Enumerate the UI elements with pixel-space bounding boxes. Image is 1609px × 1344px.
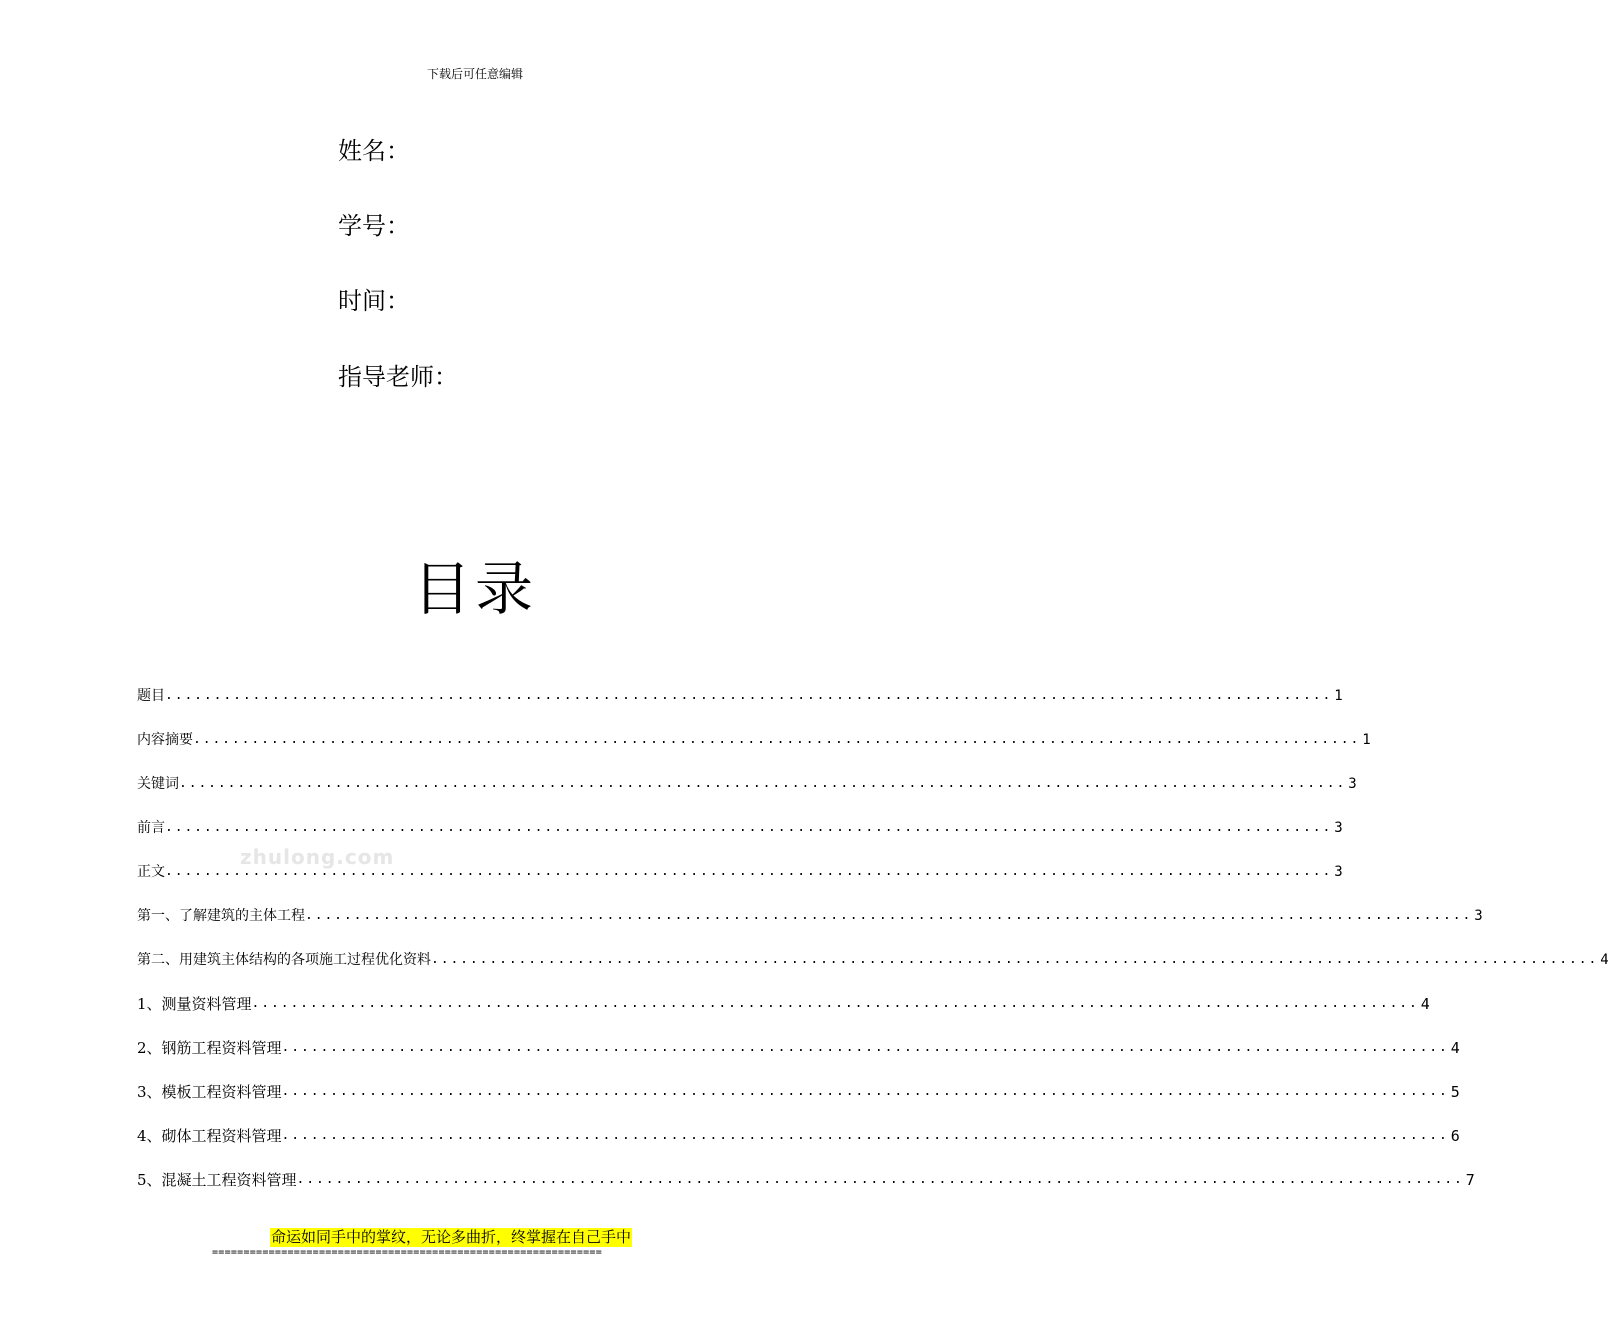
- toc-entry[interactable]: [137, 904, 1483, 926]
- toc-entry-label: 2、钢筋工程资料管理: [137, 1039, 282, 1057]
- toc-leader-dots: ........................................................................................................................: [165, 688, 1333, 703]
- toc-entry[interactable]: [137, 1080, 1460, 1102]
- toc-entry[interactable]: [137, 684, 1343, 706]
- toc-leader-dots: ........................................................................................................................: [281, 1084, 1449, 1099]
- toc-entry-page: 3: [1334, 864, 1343, 880]
- toc-leader-dots: ........................................................................................................................: [296, 1172, 1464, 1187]
- toc-entry-page: 6: [1450, 1127, 1460, 1145]
- toc-entry-page: 3: [1334, 820, 1343, 836]
- toc-entry[interactable]: [137, 860, 1343, 882]
- advisor-field-label: 指导老师：: [338, 363, 458, 391]
- footer-separator: ==============================================================: [212, 1247, 603, 1258]
- toc-entry-label: 第一、了解建筑的主体工程: [137, 908, 305, 924]
- toc-entry[interactable]: [137, 772, 1357, 794]
- toc-entry-label: 前言: [137, 820, 165, 836]
- toc-leader-dots: ........................................................................................................................: [251, 996, 1419, 1011]
- time-field-label: 时间：: [338, 287, 410, 315]
- toc-entry-page: 4: [1420, 995, 1430, 1013]
- toc-leader-dots: ........................................................................................................................: [179, 776, 1347, 791]
- toc-entry-page: 7: [1465, 1171, 1475, 1189]
- footer-motto: 命运如同手中的掌纹，无论多曲折，终掌握在自己手中: [271, 1228, 632, 1246]
- header-note: 下载后可任意编辑: [426, 67, 523, 81]
- toc-leader-dots: ........................................................................................................................: [165, 820, 1333, 835]
- watermark-logo: zhulong.com: [240, 845, 395, 869]
- toc-leader-dots: ........................................................................................................................: [193, 732, 1361, 747]
- toc-entry[interactable]: [137, 1124, 1460, 1146]
- toc-leader-dots: ........................................................................................................................: [281, 1040, 1449, 1055]
- toc-entry[interactable]: [137, 1036, 1460, 1058]
- toc-entry[interactable]: [137, 992, 1430, 1014]
- toc-entry-label: 题目: [137, 688, 165, 704]
- toc-entry-page: 4: [1600, 952, 1609, 968]
- toc-entry-label: 第二、用建筑主体结构的各项施工过程优化资料: [137, 952, 431, 968]
- toc-entry-label: 1、测量资料管理: [137, 995, 252, 1013]
- name-field-label: 姓名：: [338, 137, 410, 165]
- toc-leader-dots: ........................................................................................................................: [431, 952, 1599, 967]
- toc-title: 目录: [412, 555, 537, 623]
- toc-leader-dots: ........................................................................................................................: [305, 908, 1473, 923]
- toc-entry-label: 关键词: [137, 776, 179, 792]
- toc-entry[interactable]: [137, 1168, 1475, 1190]
- toc-entry-page: 1: [1362, 732, 1371, 748]
- toc-entry-label: 4、砌体工程资料管理: [137, 1127, 282, 1145]
- toc-entry-label: 3、模板工程资料管理: [137, 1083, 282, 1101]
- toc-entry-page: 3: [1474, 908, 1483, 924]
- toc-entry-page: 4: [1450, 1039, 1460, 1057]
- toc-leader-dots: ........................................................................................................................: [165, 864, 1333, 879]
- toc-leader-dots: ........................................................................................................................: [281, 1128, 1449, 1143]
- toc-entry-label: 正文: [137, 864, 165, 880]
- toc-entry-page: 5: [1450, 1083, 1460, 1101]
- toc-entry[interactable]: [137, 948, 1609, 970]
- toc-entry-page: 3: [1348, 776, 1357, 792]
- toc-entry[interactable]: [137, 728, 1371, 750]
- toc-entry-page: 1: [1334, 688, 1343, 704]
- student-id-field-label: 学号：: [338, 212, 410, 240]
- toc-entry-label: 内容摘要: [137, 732, 193, 748]
- toc-entry[interactable]: [137, 816, 1343, 838]
- toc-entry-label: 5、混凝土工程资料管理: [137, 1171, 297, 1189]
